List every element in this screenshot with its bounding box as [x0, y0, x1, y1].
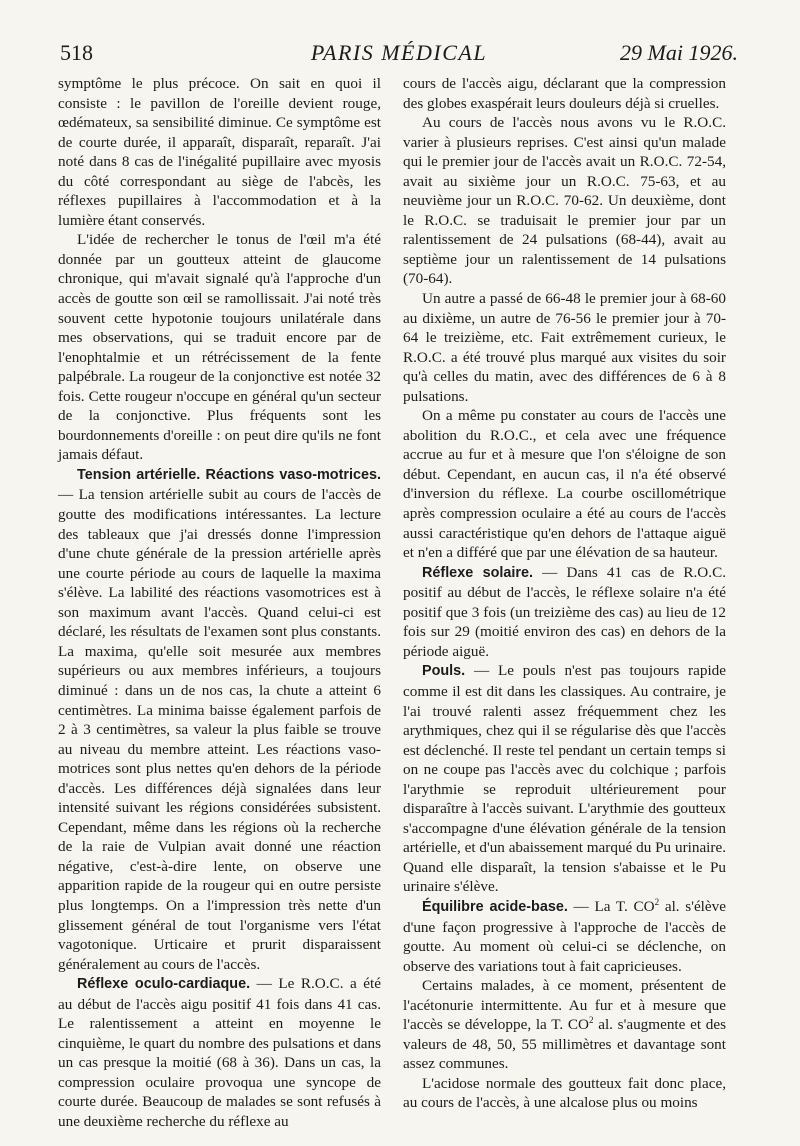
paragraph-tension — [58, 465, 381, 974]
left-column — [58, 74, 381, 1132]
journal-title: PARIS MÉDICAL — [310, 40, 488, 65]
page-number: 518 — [60, 40, 93, 65]
paragraph: symptôme le plus précoce. On sait en quoi il consiste : le pavillon de l'oreille devient rouge, œdémateux, sa sensibilité diminue. Ce symptôme est de courte durée, il apparaît, disparaît, reparaît. J'ai noté dans 8 cas de l'inégalité pupillaire avec myosis du côté correspondant au siège de l'abcès, les réflexes pupillaires à l'accommodation et à la lumière étant conservés. — [58, 75, 381, 229]
paragraph-text: — Dans 41 cas de R.O.C. positif au début de l'accès, le réflexe solaire n'a été positif que 3 fois (un treizième des cas) au lieu de 12 fois sur 29 (moitié environ des cas) en dehors de la période aiguë. — [403, 563, 727, 660]
section-heading: Tension artérielle. Réactions vaso-motrices. — [77, 466, 381, 483]
paragraph-text: al. s'élève d'une façon progressive à l'approche de l'accès de goutte. Au moment où celui-ci se déclenche, on observe des variations tout à fait capricieuses. — [403, 897, 726, 975]
paragraph-acetonurie — [403, 976, 726, 1074]
paragraph-pouls — [403, 661, 726, 897]
section-heading: Équilibre acide-base. — [422, 898, 568, 915]
paragraph-equilibre — [403, 897, 726, 976]
paragraph-text: al. s'augmente et des valeurs de 48, 50, 55 millimètres et davantage sont assez communes. — [403, 1016, 727, 1073]
paragraph-solaire — [403, 563, 726, 662]
section-heading: Réflexe oculo-cardiaque. — [77, 976, 251, 993]
paragraph: Au cours de l'accès nous avons vu le R.O.C. varier à plusieurs reprises. C'est ainsi qu'un malade qui le premier jour de l'accès avait un R.O.C. 72-54, avait au sixième jour un R.O.C. 75-63, et au neuvième jour un R.O.C. 70-62. Un deuxième, dont le R.O.C. se traduisait le premier jour par un ralentissement de 24 pulsations (68-44), avait au septième jour un ralentissement de 14 pulsations (70-64). — [403, 114, 726, 288]
issue-date: 29 Mai 1926. — [620, 40, 738, 65]
subscript-co2: 2 — [654, 896, 660, 907]
subscript-co2: 2 — [589, 1015, 594, 1026]
paragraph-roc — [58, 974, 381, 1131]
paragraph: L'acidose normale des goutteux fait donc place, au cours de l'accès, à une alcalose plus ou moins — [403, 1074, 726, 1112]
paragraph: cours de l'accès aigu, déclarant que la compression des globes exaspérait leurs douleurs déjà si cruelles. — [403, 75, 726, 112]
paragraph-text: — La T. CO — [567, 897, 655, 915]
page-header — [60, 40, 738, 70]
paragraph: L'idée de rechercher le tonus de l'œil m'a été donnée par un goutteux atteint de glaucome chronique, qui m'avait signalé qu'à l'approche d'un accès de goutte son œil se ramollissait. J'ai noté très souvent cette hypotonie toujours unilatérale dans mes observations, qui se traduit encore par de l'enophtalmie et un rétrécissement de la fente palpébrale. La rougeur de la conjonctive est notée 32 fois. Cette rougeur n'occupe en général qu'un secteur de la conjonctive. Plus fréquents sont les bourdonnements d'oreille : on peut dire qu'ils ne font jamais défaut. — [58, 231, 381, 464]
paragraph-text: — Le R.O.C. a été au début de l'accès aigu positif 41 fois dans 41 cas. Le ralentissement a atteint en moyenne le cinquième, le quart du nombre des pulsations et dans un cas presque la moitié (68 à 36). Dans un cas, la compression oculaire provoqua une syncope de courte durée. Beaucoup de malades se sont refusés à une deuxième recherche du réflexe au — [58, 975, 381, 1130]
paragraph: On a même pu constater au cours de l'accès une abolition du R.O.C., et cela avec une fréquence accrue au fur et à mesure que l'on s'éloigne de son début. Cependant, en aucun cas, il n'a été observé d'inversion du réflexe. La courbe oscillométrique après compression oculaire a été au cours de l'accès aussi caractéristique qu'en dehors de l'attaque aiguë et n'en a différé que par une élévation de sa hauteur. — [403, 407, 726, 562]
paragraph-text: — La tension artérielle subit au cours de l'accès de goutte des modifications intéressantes. La lecture des tableaux que j'ai dressés donne l'impression d'une chute générale de la pression artérielle après une courte période au cours de laquelle la maxima s'élève. La labilité des réactions vasomotrices est à son maximum avant l'accès. Quand celui-ci est déclaré, les résultats de l'examen sont plus constants. La maxima, qu'elle soit mesurée aux membres supérieurs ou aux membres inférieurs, a toujours diminué : dans un de nos cas, la chute a atteint 6 centimètres. La minima baisse également parfois de 2 à 3 centimètres, sa valeur la plus faible se trouve au niveau du membre atteint. Les réactions vaso-motrices sont plus nettes qu'en dehors de la période d'accès. Les différences déjà signalées dans leur intensité suivant les régions considérées subsistent. Cependant, même dans les régions où la recherche de la raie de Vulpian avait donné une réaction négative, c'est-à-dire lente, on observe une apparition rapide de la rougeur qui en outre persiste plus longtemps. On a l'impression très nette d'un glissement général de tout l'organisme vers l'état vagotonique. Urticaire et prurit disparaissent généralement au cours de l'accès. — [58, 486, 381, 973]
paragraph: Un autre a passé de 66-48 le premier jour à 68-60 au dixième, un autre de 76-56 le premier jour à 70-64 le treizième, etc. Fait extrêmement curieux, le R.O.C. a été trouvé plus marqué aux visites du soir qu'à celles du matin, avec des différences de 6 à 8 pulsations. — [403, 290, 726, 405]
right-column — [403, 74, 726, 1113]
section-heading: Réflexe solaire. — [422, 564, 533, 581]
paragraph-text: — Le pouls n'est pas toujours rapide comme il est dit dans les classiques. Au contraire, je l'ai trouvé ralenti assez fréquemment chez les arythmiques, chez qui il se régularise dès que l'accès est déclenché. Il reste tel pendant un certain temps si on ne coupe pas l'accès avec du colchique ; parfois l'arythmie se reproduit ultérieurement pour disparaître à l'accès suivant. L'arythmie des goutteux s'accompagne d'une élévation générale de la tension artérielle, et d'un abaissement marqué du Pu urinaire. Quand elle disparaît, la tension s'abaisse et le Pu urinaire s'élève. — [403, 662, 726, 896]
section-heading: Pouls. — [422, 663, 466, 680]
paragraph-text: Certains malades, à ce moment, présentent de l'acétonurie intermittente. Au fur et à mesure que l'accès se développe, la T. CO — [403, 977, 726, 1034]
